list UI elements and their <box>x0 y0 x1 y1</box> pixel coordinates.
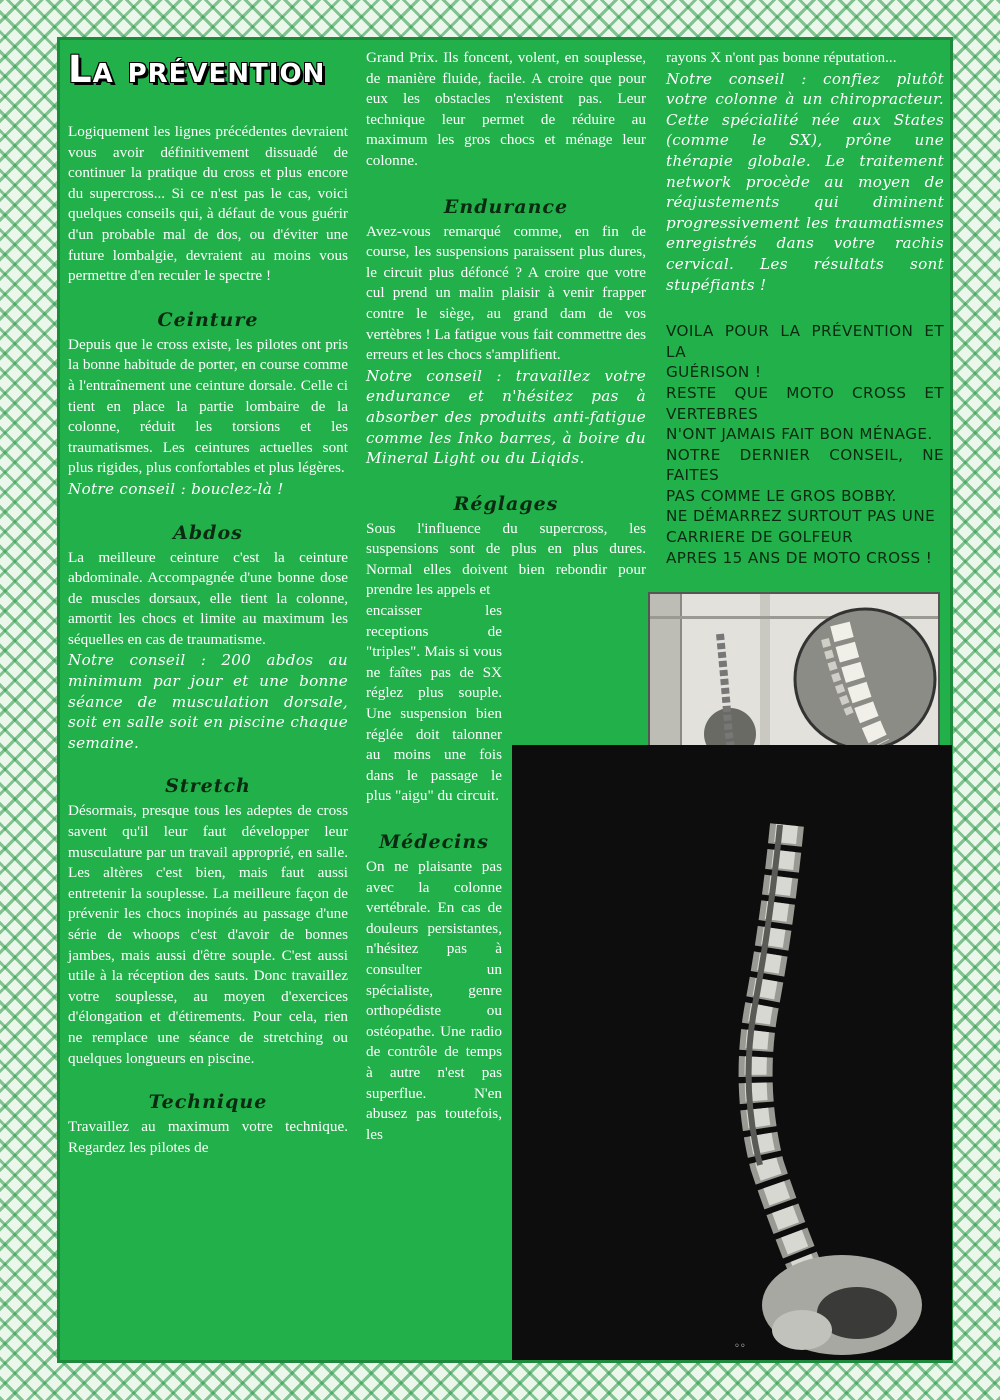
heading-reglages: Réglages <box>453 492 559 515</box>
medecins-text-cont: rayons X n'ont pas bonne réputation... <box>666 49 897 66</box>
endurance-advice: Notre conseil : travaillez votre endurance et n'hésitez pas à absorber des produits anti-fatigue comme les Inko barres, à boire du Mineral Light ou du Liqids. <box>366 366 646 468</box>
technique-text: Travaillez au maximum votre technique. Regardez les pilotes de <box>68 1118 348 1156</box>
conclusion-line: N'ONT JAMAIS FAIT BON MÉNAGE. <box>666 425 933 444</box>
page-title: La prévention <box>68 48 326 91</box>
intro-text: Logiquement les lignes précédentes devraient vous avoir définitivement dissuadé de continuer la pratique du cross et plus encore du supercross... Si ce n'est pas le cas, voici quelques conseils qui, à défaut de vous guérir d'un probable mal de dos, ou d'éviter une future lombalgie, devraient au moins vous permettre d'en reculer le spectre ! <box>68 123 348 285</box>
ceinture-advice: Notre conseil : bouclez-là ! <box>68 479 284 498</box>
heading-endurance: Endurance <box>443 195 569 218</box>
reglages-text-wide: Sous l'influence du supercross, les suspensions sont de plus en plus dures. Normal elles doivent bien rebondir pour prendre les appels et <box>366 519 646 599</box>
conclusion-line: PAS COMME LE GROS BOBBY. <box>666 486 897 505</box>
conclusion-line: GUÉRISON ! <box>666 363 762 382</box>
abdos-advice: Notre conseil : 200 abdos au minimum par jour et une bonne séance de musculation dorsale, soit en salle soit en piscine chaque semaine. <box>68 651 348 752</box>
conclusion-line: NOTRE DERNIER CONSEIL, NE FAITES <box>666 445 944 485</box>
medecins-text: On ne plaisante pas avec la colonne vertébrale. En cas de douleurs persistantes, n'hésitez pas à consulter un spécialiste, genre orthopédiste ou ostéopathe. Une radio de contrôle de temps à autre n'est pas superflue. N'en abusez pas toutefois, les <box>366 858 502 1143</box>
abdos-text: La meilleure ceinture c'est la ceinture abdominale. Accompagnée d'une bonne dose de muscles dorsaux, elle tient la colonne, amortit les chocs et limite au maximum les séquelles en cas de traumatisme. <box>68 548 348 648</box>
spine-photo-icon <box>512 745 952 1360</box>
heading-abdos: Abdos <box>173 521 243 544</box>
column-left <box>68 122 348 1158</box>
heading-medecins: Médecins <box>379 831 489 853</box>
conclusion-line: NE DÉMARREZ SURTOUT PAS UNE <box>666 507 936 526</box>
conclusion-line: RESTE QUE MOTO CROSS ET VERTEBRES <box>666 383 944 423</box>
medecins-advice: Notre conseil : confiez plutôt votre colonne à un chiropracteur. Cette spécialité née aux States (comme le SX), prône une thérapie globale. Le traitement network procède au moyen de réajustements qui diminent progressivement les traumatismes enregistrés dans votre rachis cervical. Les résultats sont stupéfiants ! <box>666 69 944 294</box>
heading-technique: Technique <box>148 1091 268 1114</box>
human-spine-photo <box>512 745 952 1360</box>
conclusion-block <box>666 321 944 568</box>
green-panel <box>60 40 950 1360</box>
conclusion-line: VOILA POUR LA PRÉVENTION ET LA <box>666 322 944 361</box>
heading-ceinture: Ceinture <box>157 308 259 331</box>
stretch-text: Désormais, presque tous les adeptes de cross savent qu'il leur faut développer leur musculature par un travail approprié, en salle. Les altères c'est bien, mais faut aussi entretenir la souplesse. La meilleure façon de prévenir les chocs inopinés au passage d'une série de whoops c'est d'avoir de bonnes jambes, mais aussi d'être souple. C'est aussi utile à la réception des sauts. Donc travaillez votre souplesse, au moyen d'exercices d'élongation et d'étirements. Pour cela, rien ne remplace une séance de stretching ou quelques longueurs en piscine. <box>68 802 348 1067</box>
heading-stretch: Stretch <box>165 775 251 798</box>
technique-text-cont: Grand Prix. Ils foncent, volent, en souplesse, de manière fluide, facile. A croire que pour eux les obstacles n'existent pas. Leur technique leur permet de réduire au maximum les gros chocs et ménage leur colonne. <box>366 49 646 169</box>
conclusion-line: CARRIERE DE GOLFEUR <box>666 528 854 547</box>
column-right <box>666 48 944 568</box>
conclusion-line: APRES 15 ANS DE MOTO CROSS ! <box>666 548 933 567</box>
svg-text:◦◦: ◦◦ <box>734 1341 746 1352</box>
reglages-text-narrow: encaisser les receptions de "triples". Mais si vous ne faîtes pas de SX réglez plus souple. Une suspension bien réglée doit talonner au moins une fois dans le passage le plus "aigu" du circuit. <box>366 602 502 805</box>
endurance-text: Avez-vous remarqué comme, en fin de course, les suspensions paraissent plus dures, le circuit plus défoncé ? A croire que votre cul prend un malin plaisir à venir frapper contre le siège, au grand dam de vos vertèbres ! La fatigue vous fait commettre des erreurs et les chocs s'amplifient. <box>366 222 646 364</box>
ceinture-text: Depuis que le cross existe, les pilotes ont pris la bonne habitude de porter, en course comme à l'entraînement une ceinture dorsale. Celle ci tient en place la partie lombaire de la colonne, réduit les torsions et les traumatismes. Les ceintures actuelles sont plus rigides, plus confortables et plus légères. <box>68 335 348 477</box>
